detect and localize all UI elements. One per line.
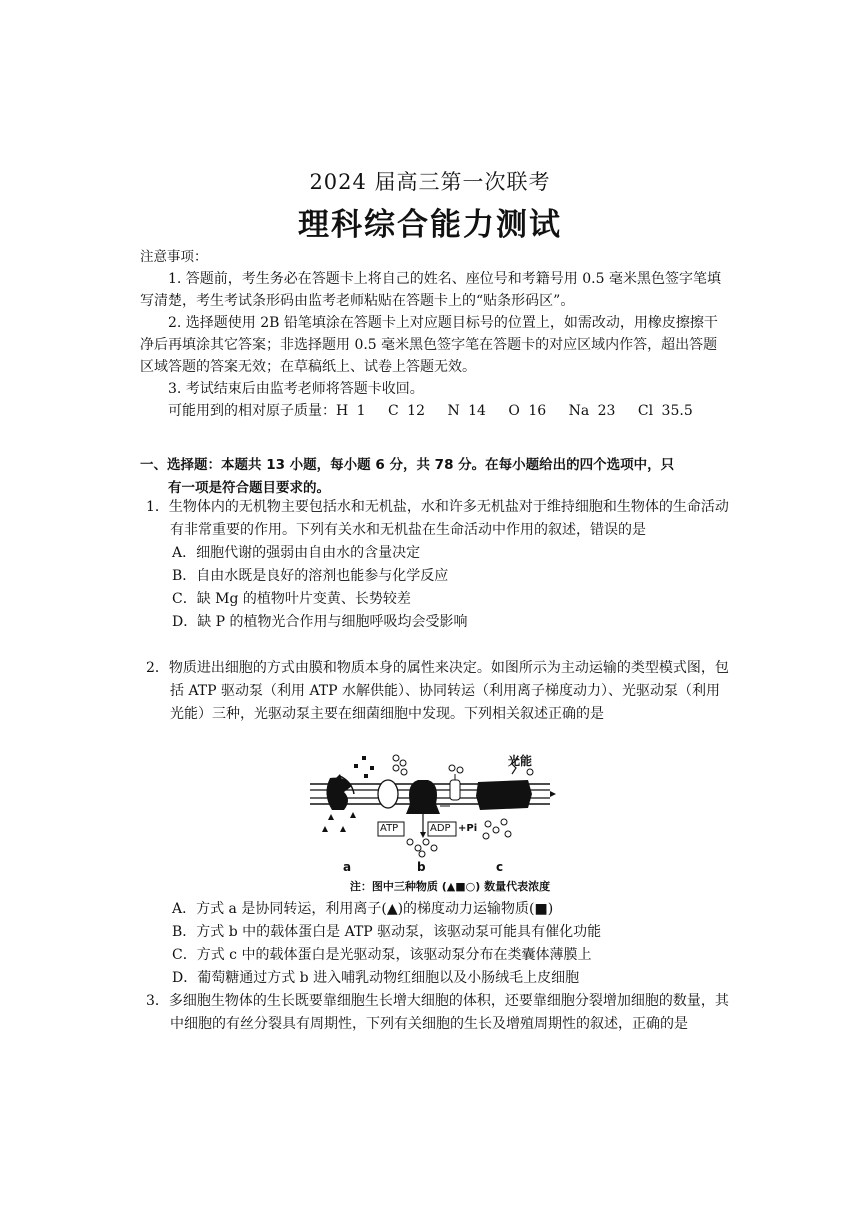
note-item-2: 2. 选择题使用 2B 铅笔填涂在答题卡上对应题目标号的位置上，如需改动，用橡皮擦擦干净后再填涂其它答案；非选择题用 0.5 毫米黑色签字笔在答题卡的对应区域内作答，超出答题区域答题的答案无效；在草稿纸上、试卷上答题无效。 (140, 315, 718, 375)
option-b: B．方式 b 中的载体蛋白是 ATP 驱动泵，该驱动泵可能具有催化功能 (172, 924, 602, 940)
section-heading (140, 454, 730, 500)
figure-caption: 注：图中三种物质 (▲■○) 数量代表浓度 (349, 880, 551, 893)
question-stem: 3．多细胞生物体的生长既要靠细胞生长增大细胞的体积，还要靠细胞分裂增加细胞的数量，其中细胞的有丝分裂具有周期性，下列有关细胞的生长及增殖周期性的叙述，正确的是 (146, 993, 729, 1032)
option-d: D．葡萄糖通过方式 b 进入哺乳动物红细胞以及小肠绒毛上皮细胞 (172, 970, 580, 986)
exam-subtitle: 2024 届高三第一次联考 (309, 170, 551, 194)
question-2-options (146, 898, 730, 990)
pi-label: +Pi (458, 823, 478, 834)
option-c: C．缺 Mg 的植物叶片变黄、长势较差 (172, 591, 411, 607)
adp-label: ADP (430, 823, 451, 834)
question-3 (146, 990, 730, 1036)
note-item-1: 1. 答题前，考生务必在答题卡上将自己的姓名、座位号和考籍号用 0.5 毫米黑色签字笔填写清楚，考生考试条形码由监考老师粘贴在答题卡上的“贴条形码区”。 (140, 271, 721, 309)
option-a: A．细胞代谢的强弱由自由水的含量决定 (172, 545, 421, 561)
note-item-3: 3. 考试结束后由监考老师将答题卡收回。 (168, 381, 424, 397)
option-b: B．自由水既是良好的溶剂也能参与化学反应 (172, 568, 449, 584)
section-heading-line1: 一、选择题：本题共 13 小题，每小题 6 分，共 78 分。在每小题给出的四个选项中，只 (140, 457, 675, 473)
atomic-masses: 可能用到的相对原子质量：H 1 C 12 N 14 O 16 Na 23 Cl 35.5 (168, 403, 693, 419)
option-c: C．方式 c 中的载体蛋白是光驱动泵，该驱动泵分布在类囊体薄膜上 (172, 947, 592, 963)
active-transport-figure (300, 748, 600, 898)
section-heading-line2: 有一项是符合题目要求的。 (168, 480, 330, 496)
atp-label: ATP (380, 823, 399, 834)
label-b: b (417, 860, 426, 874)
light-energy-label: 光能 (508, 754, 533, 768)
notes-section (140, 246, 730, 422)
label-a: a (343, 860, 352, 874)
label-c: c (496, 860, 504, 874)
question-1 (146, 496, 730, 634)
option-d: D．缺 P 的植物光合作用与细胞呼吸均会受影响 (172, 614, 468, 630)
question-stem: 2．物质进出细胞的方式由膜和物质本身的属性来决定。如图所示为主动运输的类型模式图，包括 ATP 驱动泵（利用 ATP 水解供能）、协同转运（利用离子梯度动力）、光驱动泵（利用光能）三种，光驱动泵主要在细菌细胞中发现。下列相关叙述正确的是 (146, 660, 729, 722)
notes-heading: 注意事项： (140, 249, 208, 265)
question-stem: 1．生物体内的无机物主要包括水和无机盐，水和许多无机盐对于维持细胞和生物体的生命活动有非常重要的作用。下列有关水和无机盐在生命活动中作用的叙述，错误的是 (146, 499, 729, 538)
question-2 (146, 657, 730, 726)
option-a: A．方式 a 是协同转运，利用离子(▲)的梯度动力运输物质(■) (172, 901, 554, 917)
exam-title: 理科综合能力测试 (298, 207, 562, 243)
